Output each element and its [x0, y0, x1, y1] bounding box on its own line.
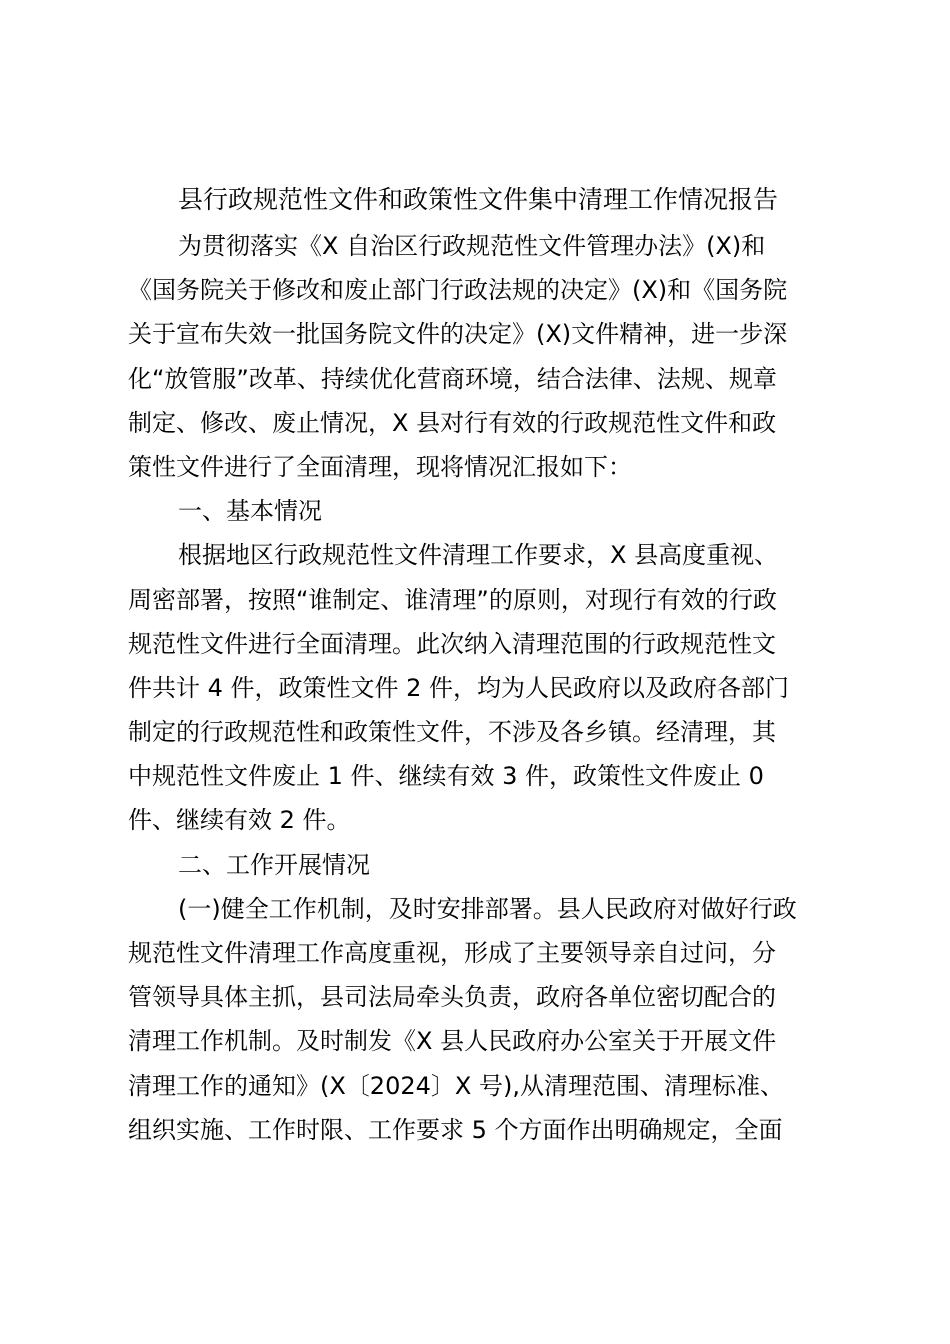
paragraph-line: 清理工作的通知》(X〔2024〕X 号),从清理范围、清理标准、 — [128, 1071, 784, 1100]
paragraph-line: 化“放管服”改革、持续优化营商环境，结合法律、法规、规章 — [128, 364, 777, 393]
paragraph-line: 制定、修改、废止情况，X 县对行有效的行政规范性文件和政 — [128, 408, 777, 437]
paragraph-line: 清理工作机制。及时制发《X 县人民政府办公室关于开展文件 — [128, 1027, 777, 1056]
document-title: 县行政规范性文件和政策性文件集中清理工作情况报告 — [177, 185, 778, 214]
paragraph-line: 为贯彻落实《X 自治区行政规范性文件管理办法》(X)和 — [178, 232, 766, 260]
paragraph-line: 根据地区行政规范性文件清理工作要求，X 县高度重视、 — [178, 541, 779, 570]
paragraph-line: 件、继续有效 2 件。 — [128, 806, 351, 835]
paragraph-line: 《国务院关于修改和废止部门行政法规的决定》(X)和《国务院 — [128, 276, 788, 305]
paragraph-line: 件共计 4 件，政策性文件 2 件，均为人民政府以及政府各部门 — [128, 673, 790, 702]
paragraph-line: (一)健全工作机制，及时安排部署。县人民政府对做好行政 — [178, 894, 797, 923]
paragraph-line: 管领导具体主抓，县司法局牵头负责，政府各单位密切配合的 — [128, 983, 776, 1012]
paragraph-line: 规范性文件进行全面清理。此次纳入清理范围的行政规范性文 — [128, 629, 776, 658]
paragraph-line: 周密部署，按照“谁制定、谁清理”的原则，对现行有效的行政 — [128, 585, 777, 614]
paragraph-line: 中规范性文件废止 1 件、继续有效 3 件，政策性文件废止 0 — [128, 762, 764, 791]
paragraph-line: 制定的行政规范性和政策性文件，不涉及各乡镇。经清理，其 — [128, 718, 776, 747]
paragraph-line: 规范性文件清理工作高度重视，形成了主要领导亲自过问，分 — [128, 939, 776, 967]
document-body — [128, 224, 828, 1152]
paragraph-line: 组织实施、工作时限、工作要求 5 个方面作出明确规定，全面 — [128, 1115, 783, 1144]
paragraph-line: 关于宣布失效一批国务院文件的决定》(X)文件精神，进一步深 — [128, 320, 788, 349]
section-heading: 一、基本情况 — [178, 497, 322, 526]
paragraph-line: 策性文件进行了全面清理，现将情况汇报如下： — [128, 452, 632, 481]
section-heading: 二、工作开展情况 — [178, 850, 370, 879]
